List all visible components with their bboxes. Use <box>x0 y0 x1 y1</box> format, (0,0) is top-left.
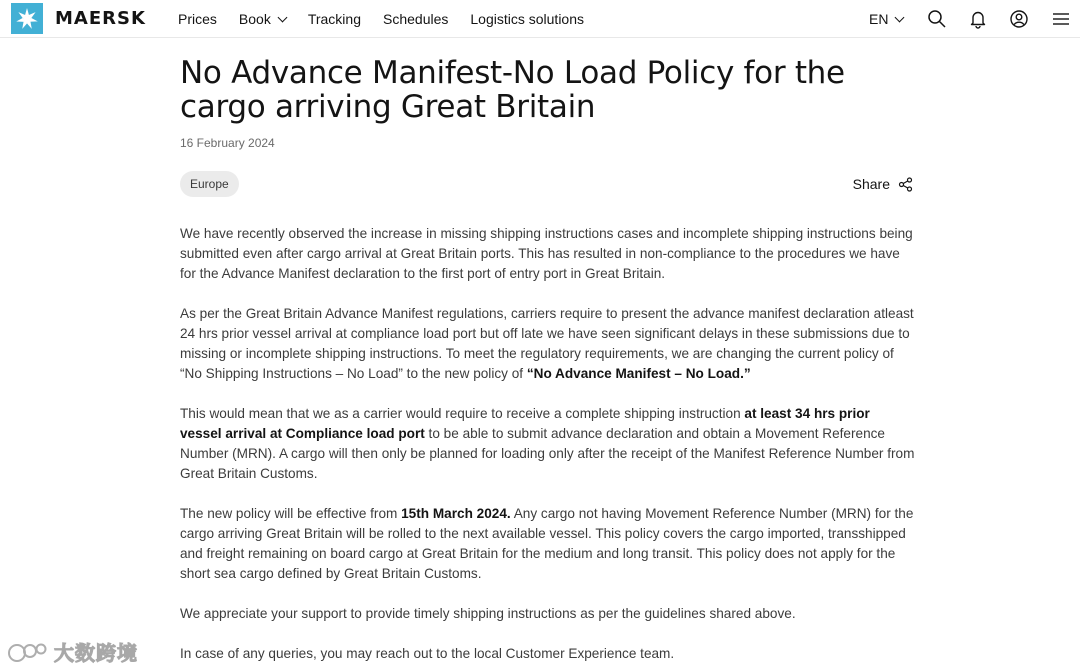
publish-date: 16 February 2024 <box>180 136 275 150</box>
bold-text: “No Advance Manifest – No Load.” <box>526 366 751 381</box>
user-icon[interactable] <box>1009 9 1029 29</box>
nav-label: Schedules <box>383 11 449 27</box>
paragraph-3 <box>180 404 915 484</box>
nav-label: Prices <box>178 11 217 27</box>
paragraph-2 <box>180 304 915 384</box>
chevron-down-icon <box>277 12 287 22</box>
nav-item-schedules[interactable] <box>383 11 448 27</box>
nav-item-book[interactable] <box>239 11 286 27</box>
bell-icon[interactable] <box>968 9 988 29</box>
article-meta <box>180 171 915 197</box>
maersk-logo[interactable] <box>11 3 146 34</box>
page-title: No Advance Manifest-No Load Policy for the cargo arriving Great Britain <box>180 55 845 125</box>
region-tag[interactable]: Europe <box>180 171 239 197</box>
nav-item-tracking[interactable] <box>308 11 361 27</box>
watermark <box>8 637 138 666</box>
paragraph-text: to be able to submit advance declaration and obtain a Movement Reference Number (MRN). A cargo will then only be planned for loading only after the receipt of the Manifest Reference Number from Great Britain Customs. <box>180 426 915 481</box>
article-body <box>180 224 915 664</box>
chevron-down-icon <box>895 12 905 22</box>
paragraph-text: As per the Great Britain Advance Manifest regulations, carriers require to present the advance manifest declaration atleast 24 hrs prior vessel arrival at compliance load port but off late we have seen significant delays in these submissions due to missing or incomplete shipping instructions. To meet the regulatory requirements, we are changing the current policy of “No Shipping Instructions – No Load” to the new policy of <box>180 306 914 381</box>
brand-name: MAERSK <box>55 8 146 29</box>
nav-label: Logistics solutions <box>470 11 585 27</box>
paragraph-6: In case of any queries, you may reach out to the local Customer Experience team. <box>180 646 675 661</box>
share-button[interactable] <box>853 176 913 192</box>
share-icon <box>898 177 913 192</box>
paragraph-1: We have recently observed the increase in missing shipping instructions cases and incomplete shipping instructions being submitted even after cargo arrival at Great Britain ports. This has resulted in non-compliance to the procedures we have for the Advance Manifest declaration to the first port of entry port in Great Britain. <box>180 226 913 281</box>
main-nav <box>178 11 584 27</box>
paragraph-text: This would mean that we as a carrier would require to receive a complete shipping instruction <box>180 406 745 421</box>
article <box>180 56 915 664</box>
star-icon <box>11 3 43 34</box>
language-selector[interactable] <box>869 11 903 27</box>
nav-label: Book <box>238 11 271 27</box>
nav-label: Tracking <box>307 11 361 27</box>
paragraph-text: The new policy will be effective from <box>180 506 402 521</box>
bold-text: 15th March 2024. <box>401 506 511 521</box>
language-label: EN <box>869 11 889 27</box>
menu-icon[interactable] <box>1051 9 1071 29</box>
paragraph-4 <box>180 504 915 584</box>
watermark-logo-icon <box>8 639 48 665</box>
watermark-text: 大数跨境 <box>54 641 138 665</box>
search-icon[interactable] <box>927 9 947 29</box>
paragraph-5: We appreciate your support to provide timely shipping instructions as per the guidelines shared above. <box>180 606 796 621</box>
share-label: Share <box>852 176 890 192</box>
nav-item-logistics-solutions[interactable] <box>470 11 584 27</box>
paragraph-text: Any cargo not having Movement Reference Number (MRN) for the cargo arriving Great Britain will be rolled to the next available vessel. This policy covers the cargo imported, transshipped and freight remaining on board cargo at Great Britain for the medium and long transit. This policy does not apply for the short sea cargo defined by Great Britain Customs. <box>180 506 914 581</box>
nav-item-prices[interactable] <box>178 11 217 27</box>
site-header <box>0 0 1080 38</box>
bold-text: at least 34 hrs prior vessel arrival at Compliance load port <box>180 406 870 441</box>
